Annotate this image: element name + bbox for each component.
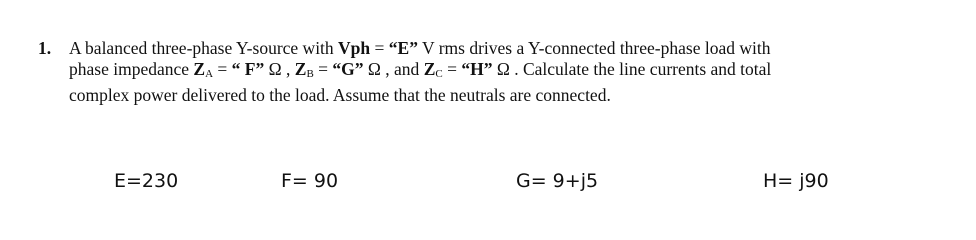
value-h: H= j90 [763, 170, 829, 192]
problem-statement [38, 38, 948, 106]
zb-subscript: B [306, 68, 314, 80]
problem-line-2 [69, 59, 948, 85]
zb-symbol: Z [294, 59, 307, 79]
text-span: = [213, 59, 232, 79]
vph-symbol: Vph [338, 38, 371, 58]
text-span: Ω . Calculate the line currents and total [492, 59, 772, 79]
value-g: G= 9+j5 [516, 170, 599, 192]
problem-line-3: complex power delivered to the load. Assume that the neutrals are connected. [69, 85, 611, 105]
text-span: phase impedance [69, 59, 194, 79]
e-placeholder: “E” [388, 38, 418, 58]
value-e: E=230 [114, 170, 179, 192]
text-span: A balanced three-phase Y-source with [69, 38, 339, 58]
text-span: = [370, 38, 389, 58]
za-subscript: A [205, 68, 214, 80]
text-span: = [442, 59, 462, 79]
zc-subscript: C [435, 68, 443, 80]
za-symbol: Z [193, 59, 206, 79]
problem-number: 1. [38, 38, 52, 58]
text-span: Ω , and [363, 59, 424, 79]
problem-line-1 [69, 38, 948, 59]
text-span: = [313, 59, 333, 79]
given-values [0, 170, 976, 194]
value-f: F= 90 [281, 170, 339, 192]
problem-text [69, 38, 948, 106]
f-placeholder: “ F” [231, 59, 265, 79]
g-placeholder: “G” [332, 59, 364, 79]
h-placeholder: “H” [461, 59, 493, 79]
text-span: Ω , [264, 59, 295, 79]
zc-symbol: Z [423, 59, 436, 79]
text-span: V rms drives a Y-connected three-phase load with [417, 38, 771, 58]
